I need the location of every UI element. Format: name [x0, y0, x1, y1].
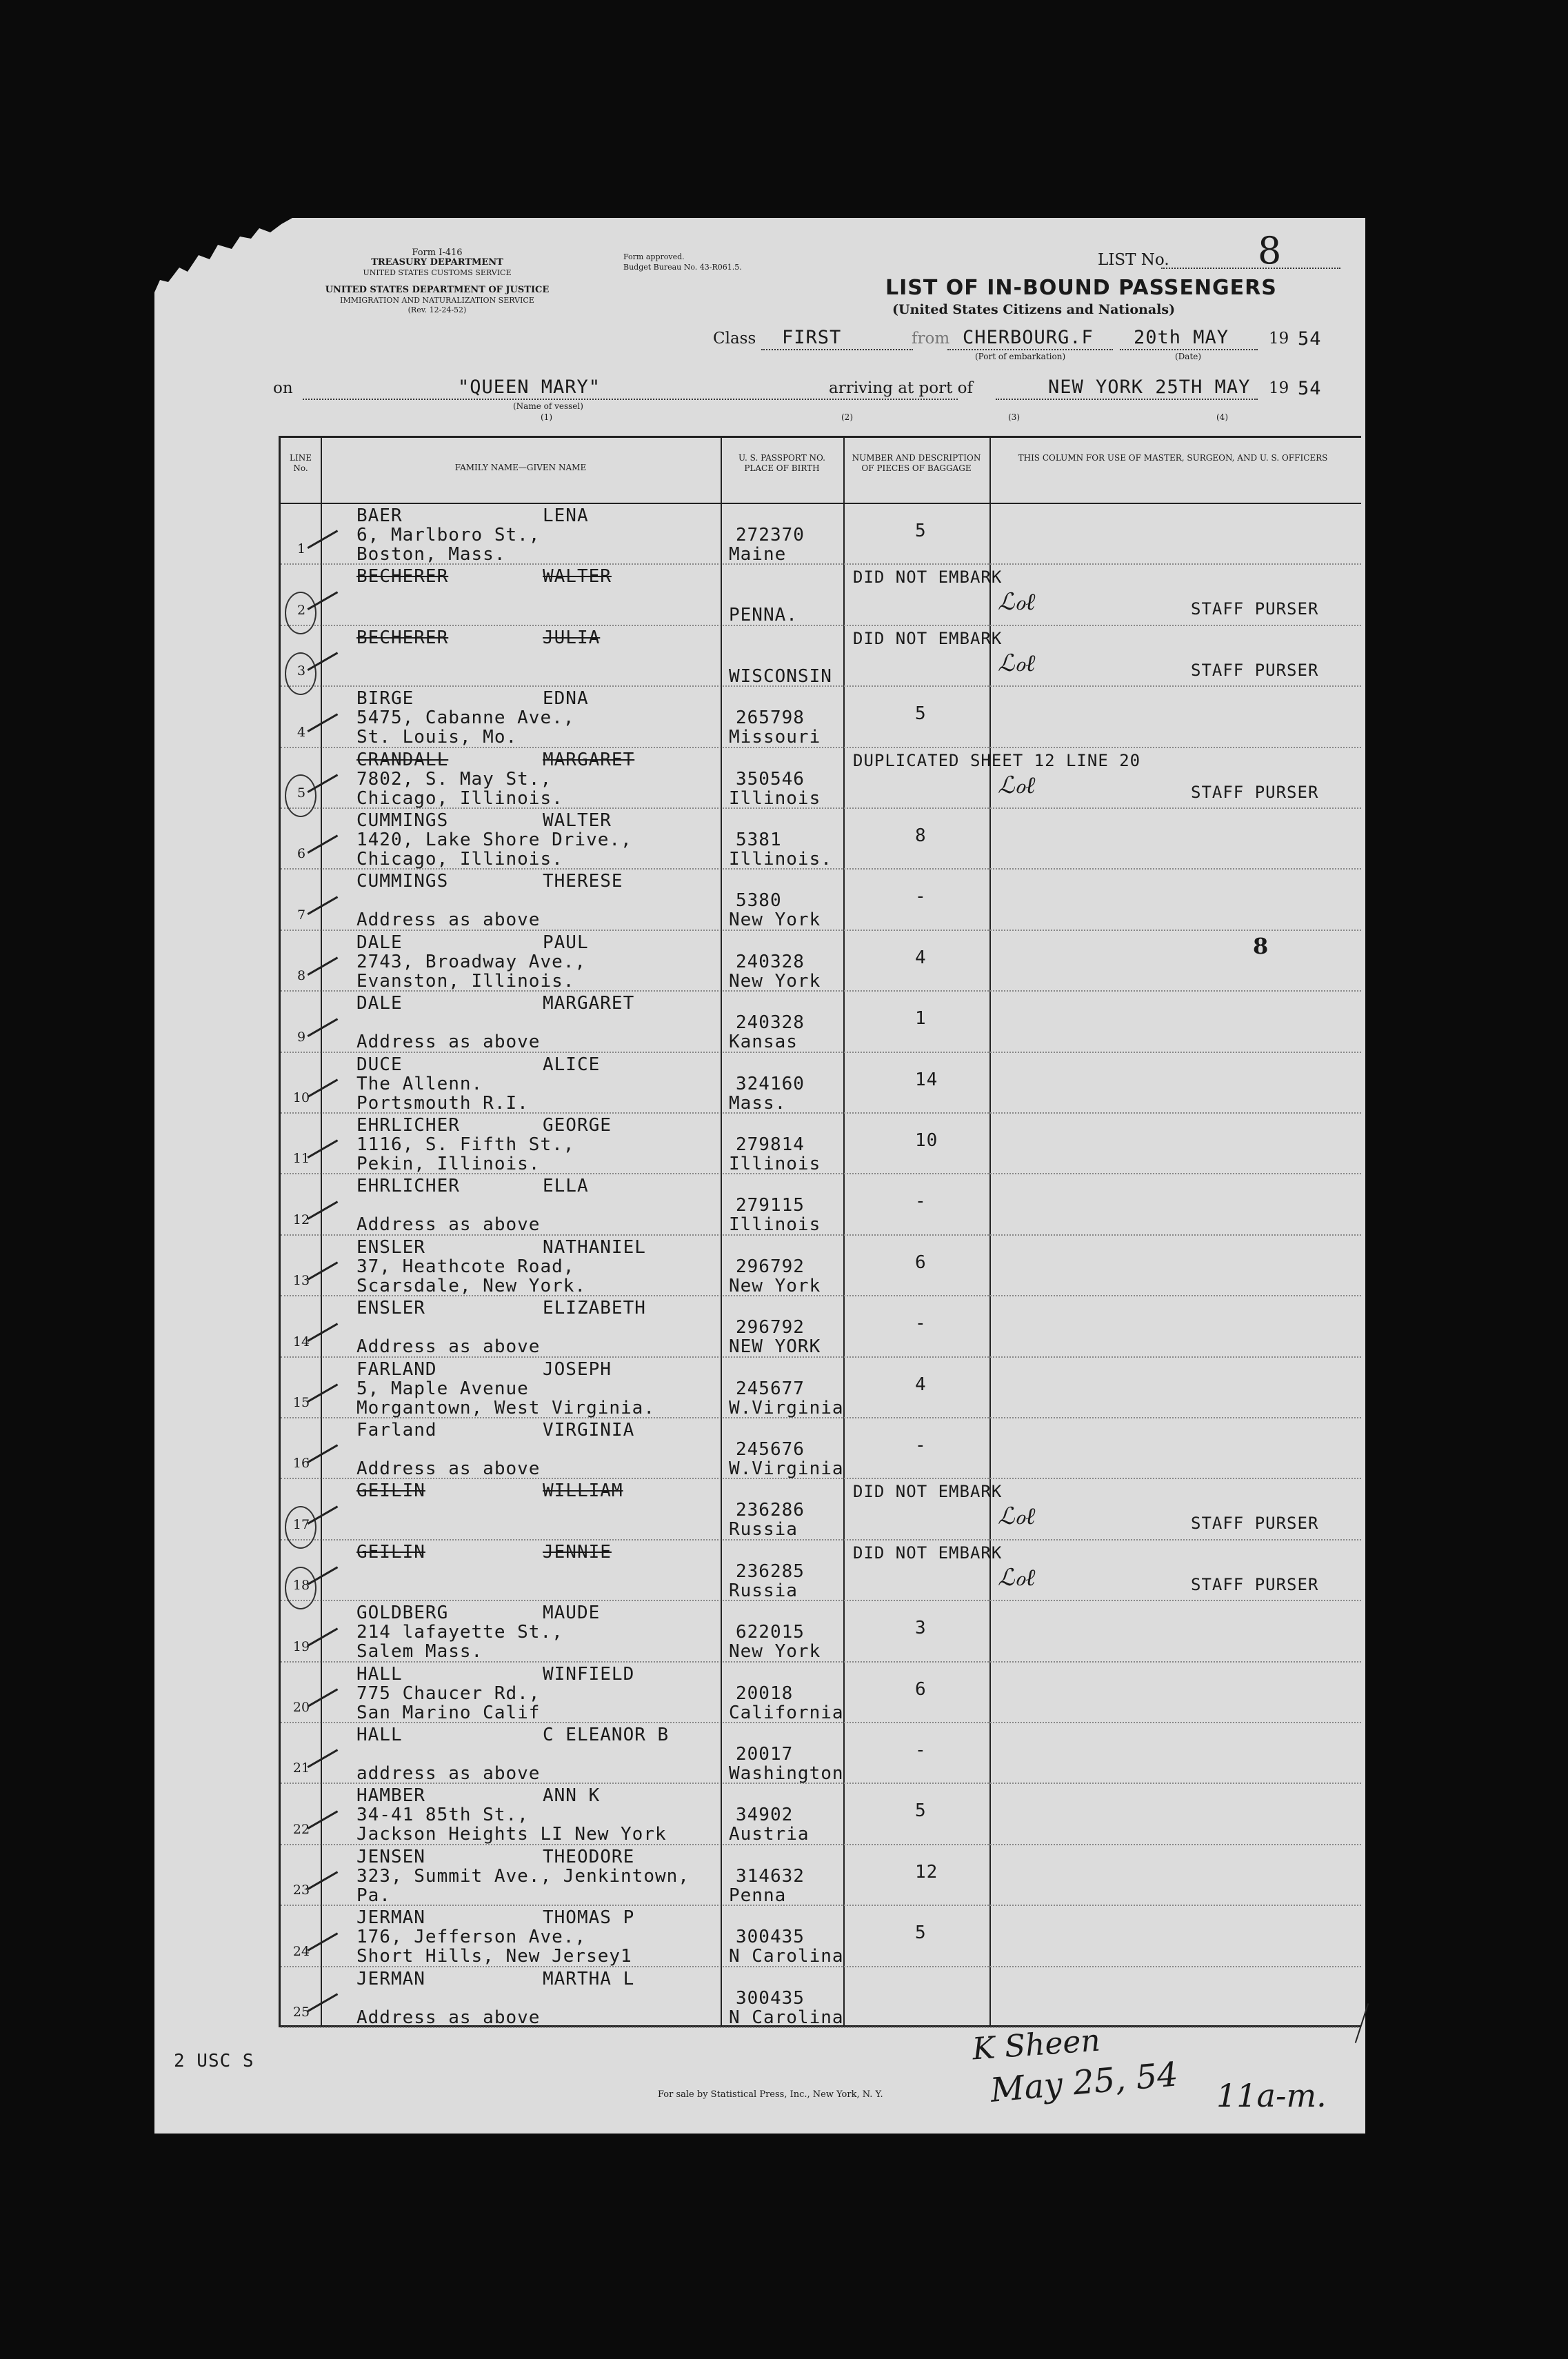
baggage-count: 5: [915, 703, 927, 725]
place-of-birth: Missouri: [729, 727, 821, 748]
class-label: Class: [713, 330, 756, 348]
place-of-birth: New York: [729, 910, 821, 931]
vessel-line: [303, 399, 958, 400]
line-number: 2: [296, 602, 306, 618]
family-name: GEILIN: [356, 1480, 425, 1502]
check-mark: [308, 1078, 339, 1098]
family-name: DALE: [356, 993, 403, 1014]
date-line: [1120, 349, 1258, 350]
margin-note: 2 USC S: [174, 2051, 254, 2071]
place-of-birth: Kansas: [729, 1032, 798, 1053]
address-line-2: Chicago, Illinois.: [356, 849, 563, 870]
table-row: [281, 1479, 1361, 1540]
port-line: [947, 349, 1113, 350]
given-name: C ELEANOR B: [543, 1725, 670, 1745]
place-of-birth: W.Virginia: [729, 1397, 844, 1418]
list-number-line: [1161, 268, 1340, 269]
passport-number: 265798: [736, 707, 805, 729]
line-number: 15: [292, 1394, 310, 1410]
check-mark: [308, 1383, 339, 1403]
col-header-baggage: NUMBER AND DESCRIPTION OF PIECES OF BAGGAGE: [852, 453, 981, 473]
address-line-1: 37, Heathcote Road,: [356, 1256, 575, 1277]
arriving-label: arriving at port of: [829, 379, 973, 397]
family-name: GOLDBERG: [356, 1603, 449, 1624]
baggage-count: 1: [915, 1008, 927, 1030]
given-name: ANN K: [543, 1785, 601, 1807]
inspector-initials: K Sheen: [971, 2022, 1102, 2067]
line-number: 14: [292, 1334, 310, 1349]
purser-title: STAFF PURSER: [1191, 782, 1319, 802]
given-name: ELIZABETH: [543, 1298, 646, 1319]
address-line-1: 34-41 85th St.,: [356, 1805, 529, 1826]
baggage-count: -: [915, 1740, 927, 1760]
line-number: 24: [292, 1943, 310, 1959]
baggage-count: 6: [915, 1252, 927, 1273]
family-name: BECHERER: [356, 627, 449, 648]
address-line-2: St. Louis, Mo.: [356, 727, 518, 748]
table-row: [281, 1906, 1361, 1967]
passport-number: 5380: [736, 890, 782, 912]
line-number: 6: [296, 846, 306, 862]
passport-number: 245677: [736, 1378, 805, 1399]
place-of-birth: W.Virginia: [729, 1458, 844, 1479]
address-line-2: Short Hills, New Jersey1: [356, 1946, 632, 1967]
address-line-2: Jackson Heights LI New York: [356, 1824, 667, 1845]
place-of-birth: Illinois: [729, 787, 821, 809]
vessel-name: "QUEEN MARY": [458, 377, 601, 398]
line-number: 17: [292, 1516, 310, 1532]
family-name: CUMMINGS: [356, 810, 449, 831]
address-line-2: Pekin, Illinois.: [356, 1154, 541, 1174]
baggage-count: 6: [915, 1678, 927, 1700]
vessel-caption: (Name of vessel): [513, 401, 583, 411]
check-mark: [308, 1871, 339, 1891]
passport-number: 296792: [736, 1317, 805, 1338]
table-row: [281, 748, 1361, 809]
check-mark: [308, 835, 339, 854]
passport-number: 324160: [736, 1073, 805, 1094]
family-name: DUCE: [356, 1054, 403, 1075]
class-line: [761, 349, 913, 350]
table-row: [281, 992, 1361, 1052]
line-number: 16: [292, 1456, 310, 1472]
line-number: 23: [292, 1883, 310, 1898]
line-number: 5: [296, 785, 306, 801]
passport-number: 34902: [736, 1805, 794, 1826]
check-mark: [308, 530, 339, 550]
footer-printer: For sale by Statistical Press, Inc., New York, N. Y.: [658, 2089, 883, 2100]
purser-initials: ℒℴℓ: [998, 588, 1036, 616]
table-row: [281, 1418, 1361, 1479]
passport-number: 245676: [736, 1439, 805, 1460]
budget-bureau: Budget Bureau No. 43-R061.5.: [623, 263, 742, 272]
address-line-2: Boston, Mass.: [356, 544, 506, 565]
line-number: 4: [296, 724, 306, 740]
check-mark: [308, 1262, 339, 1281]
purser-initials: ℒℴℓ: [998, 771, 1036, 799]
address-line-2: Address as above: [356, 1214, 541, 1236]
given-name: THERESE: [543, 871, 623, 892]
place-of-birth: Illinois: [729, 1214, 821, 1236]
form-number: Form I-416: [412, 248, 463, 258]
family-name: Farland: [356, 1420, 437, 1441]
check-mark: [308, 957, 339, 976]
address-line-2: Chicago, Illinois.: [356, 787, 563, 809]
status-note: DID NOT EMBARK: [853, 1543, 1003, 1563]
baggage-count: 5: [915, 1800, 927, 1822]
address-line-1: 1116, S. Fifth St.,: [356, 1134, 575, 1155]
address-line-2: Portsmouth R.I.: [356, 1092, 529, 1114]
passport-number: 622015: [736, 1622, 805, 1643]
baggage-count: -: [915, 1191, 927, 1212]
purser-initials: ℒℴℓ: [998, 649, 1036, 677]
line-number: 19: [292, 1638, 310, 1654]
line-number: 21: [292, 1760, 310, 1776]
check-mark: [308, 1018, 339, 1037]
check-mark: [308, 1810, 339, 1829]
table-row: [281, 1784, 1361, 1845]
passenger-table: [279, 436, 1361, 2027]
address-line-2: Morgantown, West Virginia.: [356, 1397, 655, 1418]
passport-number: 279814: [736, 1134, 805, 1155]
year-prefix-1: 19: [1269, 330, 1289, 348]
list-title: LIST OF IN-BOUND PASSENGERS: [885, 276, 1277, 300]
passport-number: 240328: [736, 951, 805, 972]
line-number: 8: [296, 968, 306, 984]
check-mark: [308, 1140, 339, 1159]
dept-treasury: TREASURY DEPARTMENT: [371, 257, 503, 268]
address-line-2: Salem Mass.: [356, 1641, 483, 1663]
address-line-2: address as above: [356, 1763, 541, 1784]
place-of-birth: Austria: [729, 1824, 810, 1845]
table-row: [281, 931, 1361, 992]
given-name: MARGARET: [543, 993, 635, 1014]
given-name: JOSEPH: [543, 1358, 612, 1380]
given-name: EDNA: [543, 688, 589, 710]
form-approved: Form approved.: [623, 252, 685, 261]
baggage-count: -: [915, 1313, 927, 1334]
place-of-birth: Washington: [729, 1763, 844, 1784]
dept-justice: UNITED STATES DEPARTMENT OF JUSTICE: [325, 285, 550, 295]
address-line-1: 176, Jefferson Ave.,: [356, 1927, 587, 1948]
status-note: DUPLICATED SHEET 12 LINE 20: [853, 750, 1141, 770]
address-line-1: The Allenn.: [356, 1073, 483, 1094]
table-row: [281, 1845, 1361, 1906]
family-name: ENSLER: [356, 1236, 425, 1258]
address-line-1: 775 Chaucer Rd.,: [356, 1683, 541, 1704]
check-mark: [308, 1201, 339, 1220]
given-name: GEORGE: [543, 1115, 612, 1136]
address-line-2: Scarsdale, New York.: [356, 1275, 587, 1296]
baggage-count: 4: [915, 1374, 927, 1395]
purser-title: STAFF PURSER: [1191, 1514, 1319, 1534]
family-name: BAER: [356, 505, 403, 526]
family-name: JENSEN: [356, 1846, 425, 1867]
family-name: EHRLICHER: [356, 1115, 460, 1136]
address-line-2: Address as above: [356, 910, 541, 931]
address-line-1: 5475, Cabanne Ave.,: [356, 707, 575, 729]
col-header-passport: U. S. PASSPORT NO. PLACE OF BIRTH: [738, 453, 825, 473]
family-name: HALL: [356, 1663, 403, 1685]
passport-number: 20018: [736, 1683, 794, 1704]
line-number: 9: [296, 1029, 306, 1045]
line-number: 25: [292, 2004, 310, 2020]
place-of-birth: N Carolina: [729, 2007, 844, 2028]
table-row: [281, 1236, 1361, 1296]
line-number: 10: [292, 1090, 310, 1105]
purser-title: STAFF PURSER: [1191, 660, 1319, 680]
family-name: HAMBER: [356, 1785, 425, 1807]
place-of-birth: California: [729, 1702, 844, 1723]
caption-2: (2): [841, 412, 853, 422]
family-name: GEILIN: [356, 1541, 425, 1563]
address-line-2: Address as above: [356, 1458, 541, 1479]
place-of-birth: PENNA.: [729, 605, 798, 626]
place-of-birth: Russia: [729, 1519, 798, 1540]
baggage-count: 14: [915, 1069, 938, 1090]
year-suffix-1: 54: [1298, 328, 1322, 350]
place-of-birth: Illinois: [729, 1154, 821, 1174]
place-of-birth: Maine: [729, 544, 787, 565]
dept-ins: IMMIGRATION AND NATURALIZATION SERVICE: [340, 296, 534, 305]
table-row: [281, 687, 1361, 747]
given-name: MAUDE: [543, 1603, 601, 1624]
table-row: [281, 1296, 1361, 1357]
address-line-1: 7802, S. May St.,: [356, 768, 552, 790]
passport-number: 236286: [736, 1500, 805, 1521]
baggage-count: 12: [915, 1861, 938, 1883]
place-of-birth: Illinois.: [729, 849, 832, 870]
address-line-1: 6, Marlboro St.,: [356, 525, 541, 545]
officers-column-mark: 8: [1253, 933, 1269, 959]
address-line-2: Address as above: [356, 1032, 541, 1053]
inspection-code: 11a-m.: [1216, 2077, 1327, 2114]
given-name: LENA: [543, 505, 589, 526]
baggage-count: 8: [915, 825, 927, 846]
passport-number: 5381: [736, 830, 782, 850]
address-line-2: Evanston, Illinois.: [356, 970, 575, 992]
place-of-birth: New York: [729, 1641, 821, 1663]
table-row: [281, 1114, 1361, 1174]
line-number: 20: [292, 1699, 310, 1715]
baggage-count: 3: [915, 1618, 927, 1639]
on-label: on: [273, 379, 293, 397]
given-name: THEODORE: [543, 1846, 635, 1867]
given-name: THOMAS P: [543, 1907, 635, 1929]
place-of-birth: Mass.: [729, 1092, 787, 1114]
place-of-birth: NEW YORK: [729, 1336, 821, 1358]
table-row: [281, 1723, 1361, 1784]
place-of-birth: WISCONSIN: [729, 665, 832, 687]
table-row: [281, 1967, 1361, 2028]
given-name: PAUL: [543, 932, 589, 953]
family-name: CUMMINGS: [356, 871, 449, 892]
family-name: JERMAN: [356, 1968, 425, 1989]
line-number: 12: [292, 1212, 310, 1227]
class-value: FIRST: [782, 327, 842, 348]
line-number: 11: [292, 1151, 310, 1167]
check-mark: [308, 713, 339, 732]
arrival-port-date: NEW YORK 25TH MAY: [1048, 377, 1251, 398]
check-mark: [308, 1993, 339, 2012]
table-row: [281, 504, 1361, 565]
given-name: VIRGINIA: [543, 1420, 635, 1441]
given-name: ALICE: [543, 1054, 601, 1075]
port-embarkation: CHERBOURG.F: [963, 327, 1094, 348]
passport-number: 272370: [736, 525, 805, 545]
place-of-birth: New York: [729, 1275, 821, 1296]
arrival-line: [996, 399, 1258, 400]
col-header-line: LINE No.: [290, 453, 312, 473]
given-name: MARTHA L: [543, 1968, 635, 1989]
table-row: [281, 1053, 1361, 1114]
place-of-birth: N Carolina: [729, 1946, 844, 1967]
family-name: BECHERER: [356, 566, 449, 588]
baggage-count: 10: [915, 1130, 938, 1151]
given-name: NATHANIEL: [543, 1236, 646, 1258]
passenger-manifest-page: [154, 218, 1365, 2134]
place-of-birth: Penna: [729, 1885, 787, 1906]
given-name: WILLIAM: [543, 1480, 623, 1502]
passport-number: 279115: [736, 1195, 805, 1216]
check-mark: [308, 1749, 339, 1769]
family-name: ENSLER: [356, 1298, 425, 1319]
list-number: 8: [1258, 229, 1282, 272]
status-note: DID NOT EMBARK: [853, 1482, 1003, 1502]
family-name: EHRLICHER: [356, 1176, 460, 1197]
given-name: JULIA: [543, 627, 601, 648]
check-mark: [308, 1932, 339, 1951]
given-name: WALTER: [543, 810, 612, 831]
list-subtitle: (United States Citizens and Nationals): [892, 302, 1176, 317]
line-number: 18: [292, 1578, 310, 1594]
purser-title: STAFF PURSER: [1191, 1574, 1319, 1594]
family-name: CRANDALL: [356, 749, 449, 770]
check-mark: [308, 1627, 339, 1647]
status-note: DID NOT EMBARK: [853, 628, 1003, 648]
address-line-2: Address as above: [356, 2007, 541, 2028]
status-note: DID NOT EMBARK: [853, 568, 1003, 588]
address-line-1: 2743, Broadway Ave.,: [356, 951, 587, 972]
purser-title: STAFF PURSER: [1191, 599, 1319, 619]
address-line-1: 323, Summit Ave., Jenkintown,: [356, 1865, 690, 1887]
table-row: [281, 870, 1361, 930]
family-name: HALL: [356, 1725, 403, 1745]
caption-1: (1): [541, 412, 552, 422]
col-header-officers: THIS COLUMN FOR USE OF MASTER, SURGEON, AND U. S. OFFICERS: [1018, 453, 1328, 463]
check-mark: [308, 1323, 339, 1342]
line-number: 3: [296, 663, 306, 679]
check-mark: [308, 1688, 339, 1707]
given-name: JENNIE: [543, 1541, 612, 1563]
col-header-name: FAMILY NAME—GIVEN NAME: [454, 463, 587, 472]
address-line-1: 214 lafayette St.,: [356, 1622, 563, 1643]
given-name: MARGARET: [543, 749, 635, 770]
list-number-label: LIST No.: [1098, 251, 1169, 269]
address-line-2: Pa.: [356, 1885, 391, 1906]
passport-number: 300435: [736, 1927, 805, 1948]
year-suffix-2: 54: [1298, 378, 1322, 399]
baggage-count: -: [915, 1435, 927, 1456]
table-row: [281, 1358, 1361, 1418]
revision: (Rev. 12-24-52): [408, 305, 467, 314]
table-row: [281, 1601, 1361, 1662]
torn-corner: [154, 218, 292, 321]
date-caption: (Date): [1175, 352, 1202, 361]
baggage-count: 5: [915, 1923, 927, 1944]
passport-number: 236285: [736, 1560, 805, 1582]
place-of-birth: Russia: [729, 1580, 798, 1601]
passport-number: 300435: [736, 1987, 805, 2009]
from-label: from: [912, 330, 950, 348]
table-row: [281, 1663, 1361, 1723]
port-caption: (Port of embarkation): [975, 352, 1066, 361]
address-line-1: 5, Maple Avenue: [356, 1378, 529, 1399]
family-name: DALE: [356, 932, 403, 953]
line-number: 1: [296, 541, 306, 557]
family-name: FARLAND: [356, 1358, 437, 1380]
caption-3: (3): [1008, 412, 1020, 422]
table-row: [281, 626, 1361, 687]
table-row: [281, 1540, 1361, 1601]
passport-number: 350546: [736, 768, 805, 790]
baggage-count: 4: [915, 947, 927, 968]
line-number: 22: [292, 1821, 310, 1837]
address-line-1: 1420, Lake Shore Drive.,: [356, 830, 632, 850]
family-name: BIRGE: [356, 688, 414, 710]
purser-initials: ℒℴℓ: [998, 1563, 1036, 1592]
baggage-count: 5: [915, 521, 927, 541]
given-name: ELLA: [543, 1176, 589, 1197]
year-prefix-2: 19: [1269, 379, 1289, 397]
departure-date: 20th MAY: [1134, 327, 1229, 348]
passport-number: 296792: [736, 1256, 805, 1277]
line-number: 13: [292, 1273, 310, 1289]
place-of-birth: New York: [729, 970, 821, 992]
table-row: [281, 565, 1361, 625]
address-line-2: San Marino Calif: [356, 1702, 541, 1723]
passport-number: 240328: [736, 1012, 805, 1034]
family-name: JERMAN: [356, 1907, 425, 1929]
inspection-date: May 25, 54: [989, 2055, 1180, 2110]
baggage-count: -: [915, 886, 927, 907]
address-line-2: Address as above: [356, 1336, 541, 1358]
table-row: [281, 1174, 1361, 1235]
caption-4: (4): [1216, 412, 1228, 422]
line-number: 7: [296, 907, 306, 923]
check-mark: [308, 1445, 339, 1464]
table-row: [281, 809, 1361, 870]
dept-customs: UNITED STATES CUSTOMS SERVICE: [363, 268, 512, 277]
given-name: WALTER: [543, 566, 612, 588]
purser-initials: ℒℴℓ: [998, 1503, 1036, 1531]
passport-number: 20017: [736, 1744, 794, 1765]
given-name: WINFIELD: [543, 1663, 635, 1685]
check-mark: [308, 896, 339, 915]
passport-number: 314632: [736, 1865, 805, 1887]
